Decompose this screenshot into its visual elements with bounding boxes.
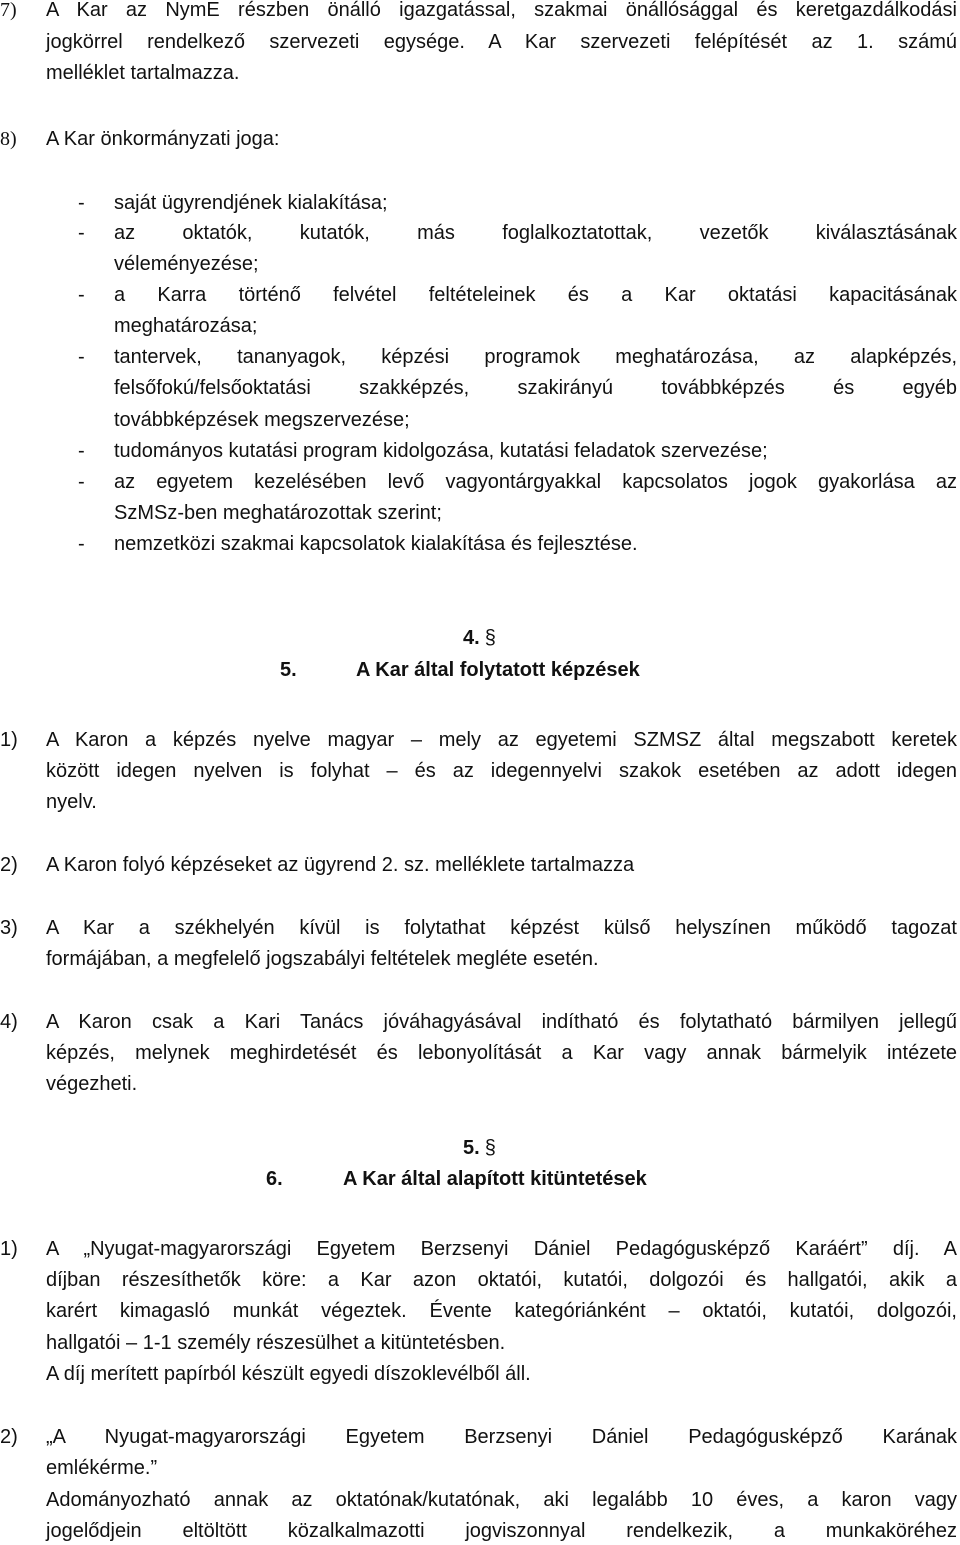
item-number: 1) [0,729,18,751]
item-line: hallgatói – 1-1 személy részesülhet a kitüntetésben. [46,1332,506,1354]
item-line: „A Nyugat-magyarországi Egyetem Berzsenyi Dániel Pedagógusképző Karának [46,1426,957,1448]
section-title: A Kar által folytatott képzések [356,659,640,681]
section-sign-icon: § [484,1137,496,1159]
section-pre-number: 4. § [463,627,496,649]
item-number: 3) [0,917,18,939]
bullet-dash: - [78,284,85,306]
bullet-text: tudományos kutatási program kidolgozása, kutatási feladatok szervezése; [114,440,768,462]
bullet-dash: - [78,222,85,244]
bullet-text: meghatározása; [114,315,258,337]
item-line: karért kimagasló munkát végeztek. Évente kategóriánként – oktatói, kutatói, dolgozói, [46,1300,957,1322]
item-line: nyelv. [46,791,97,813]
item-line: A Karon folyó képzéseket az ügyrend 2. sz. melléklete tartalmazza [46,854,635,876]
item-7-line: A Kar az NymE részben önálló igazgatással, szakmai önállósággal és keretgazdálkodási [46,0,957,21]
bullet-text: felsőfokú/felsőoktatási szakképzés, szakirányú továbbképzés és egyéb [114,377,957,399]
item-number: 2) [0,1426,18,1448]
item-line: A díj merített papírból készült egyedi díszoklevélből áll. [46,1363,531,1385]
bullet-text: a Karra történő felvétel feltételeinek és a Kar oktatási kapacitásának [114,284,957,306]
bullet-text: az egyetem kezelésében levő vagyontárgyakkal kapcsolatos jogok gyakorlása az [114,471,957,493]
item-number: 1) [0,1238,18,1260]
bullet-text: SzMSz-ben meghatározottak szerint; [114,502,442,524]
bullet-text: továbbképzések megszervezése; [114,409,410,431]
item-line: emlékérme.” [46,1457,158,1479]
item-line: A Karon csak a Kari Tanács jóváhagyásával indítható és folytatható bármilyen jellegű [46,1011,957,1033]
item-8-number: 8) [0,128,17,150]
bullet-text: az oktatók, kutatók, más foglalkoztatottak, vezetők kiválasztásának [114,222,957,244]
bullet-dash: - [78,471,85,493]
bullet-dash: - [78,192,85,214]
bullet-text: véleményezése; [114,253,259,275]
item-line: formájában, a megfelelő jogszabályi feltételek megléte esetén. [46,948,599,970]
item-line: A „Nyugat-magyarországi Egyetem Berzsenyi Dániel Pedagógusképző Karáért” díj. A [46,1238,957,1260]
item-line: között idegen nyelven is folyhat – és az idegennyelvi szakok esetében az adott idegen [46,760,957,782]
bullet-dash: - [78,440,85,462]
item-8-title: A Kar önkormányzati joga: [46,128,280,150]
bullet-dash: - [78,346,85,368]
item-line: A Kar a székhelyén kívül is folytathat képzést külső helyszínen működő tagozat [46,917,957,939]
item-7-number: 7) [0,0,17,21]
item-line: jogelődjein eltöltött közalkalmazotti jogviszonnyal rendelkezik, a munkaköréhez [46,1520,957,1542]
item-line: képzés, melynek meghirdetését és lebonyolítását a Kar vagy annak bármelyik intézete [46,1042,957,1064]
item-7-line: jogkörrel rendelkező szervezeti egysége. A Kar szervezeti felépítését az 1. számú [46,31,957,53]
item-number: 4) [0,1011,18,1033]
bullet-text: saját ügyrendjének kialakítása; [114,192,388,214]
item-line: végezheti. [46,1073,138,1095]
section-number: 6. [266,1168,283,1190]
section-number: 5. [280,659,297,681]
item-number: 2) [0,854,18,876]
section-pre-number: 5. § [463,1137,496,1159]
bullet-text: tantervek, tananyagok, képzési programok meghatározása, az alapképzés, [114,346,957,368]
section-sign-icon: § [484,627,496,649]
bullet-text: nemzetközi szakmai kapcsolatok kialakítása és fejlesztése. [114,533,638,555]
item-line: Adományozható annak az oktatónak/kutatónak, aki legalább 10 éves, a karon vagy [46,1489,957,1511]
bullet-dash: - [78,533,85,555]
item-7-line: melléklet tartalmazza. [46,62,240,84]
item-line: díjban részesíthetők köre: a Kar azon oktatói, kutatói, dolgozói és hallgatói, akik a [46,1269,957,1291]
section-title: A Kar által alapított kitüntetések [343,1168,647,1190]
item-line: A Karon a képzés nyelve magyar – mely az egyetemi SZMSZ által megszabott keretek [46,729,957,751]
